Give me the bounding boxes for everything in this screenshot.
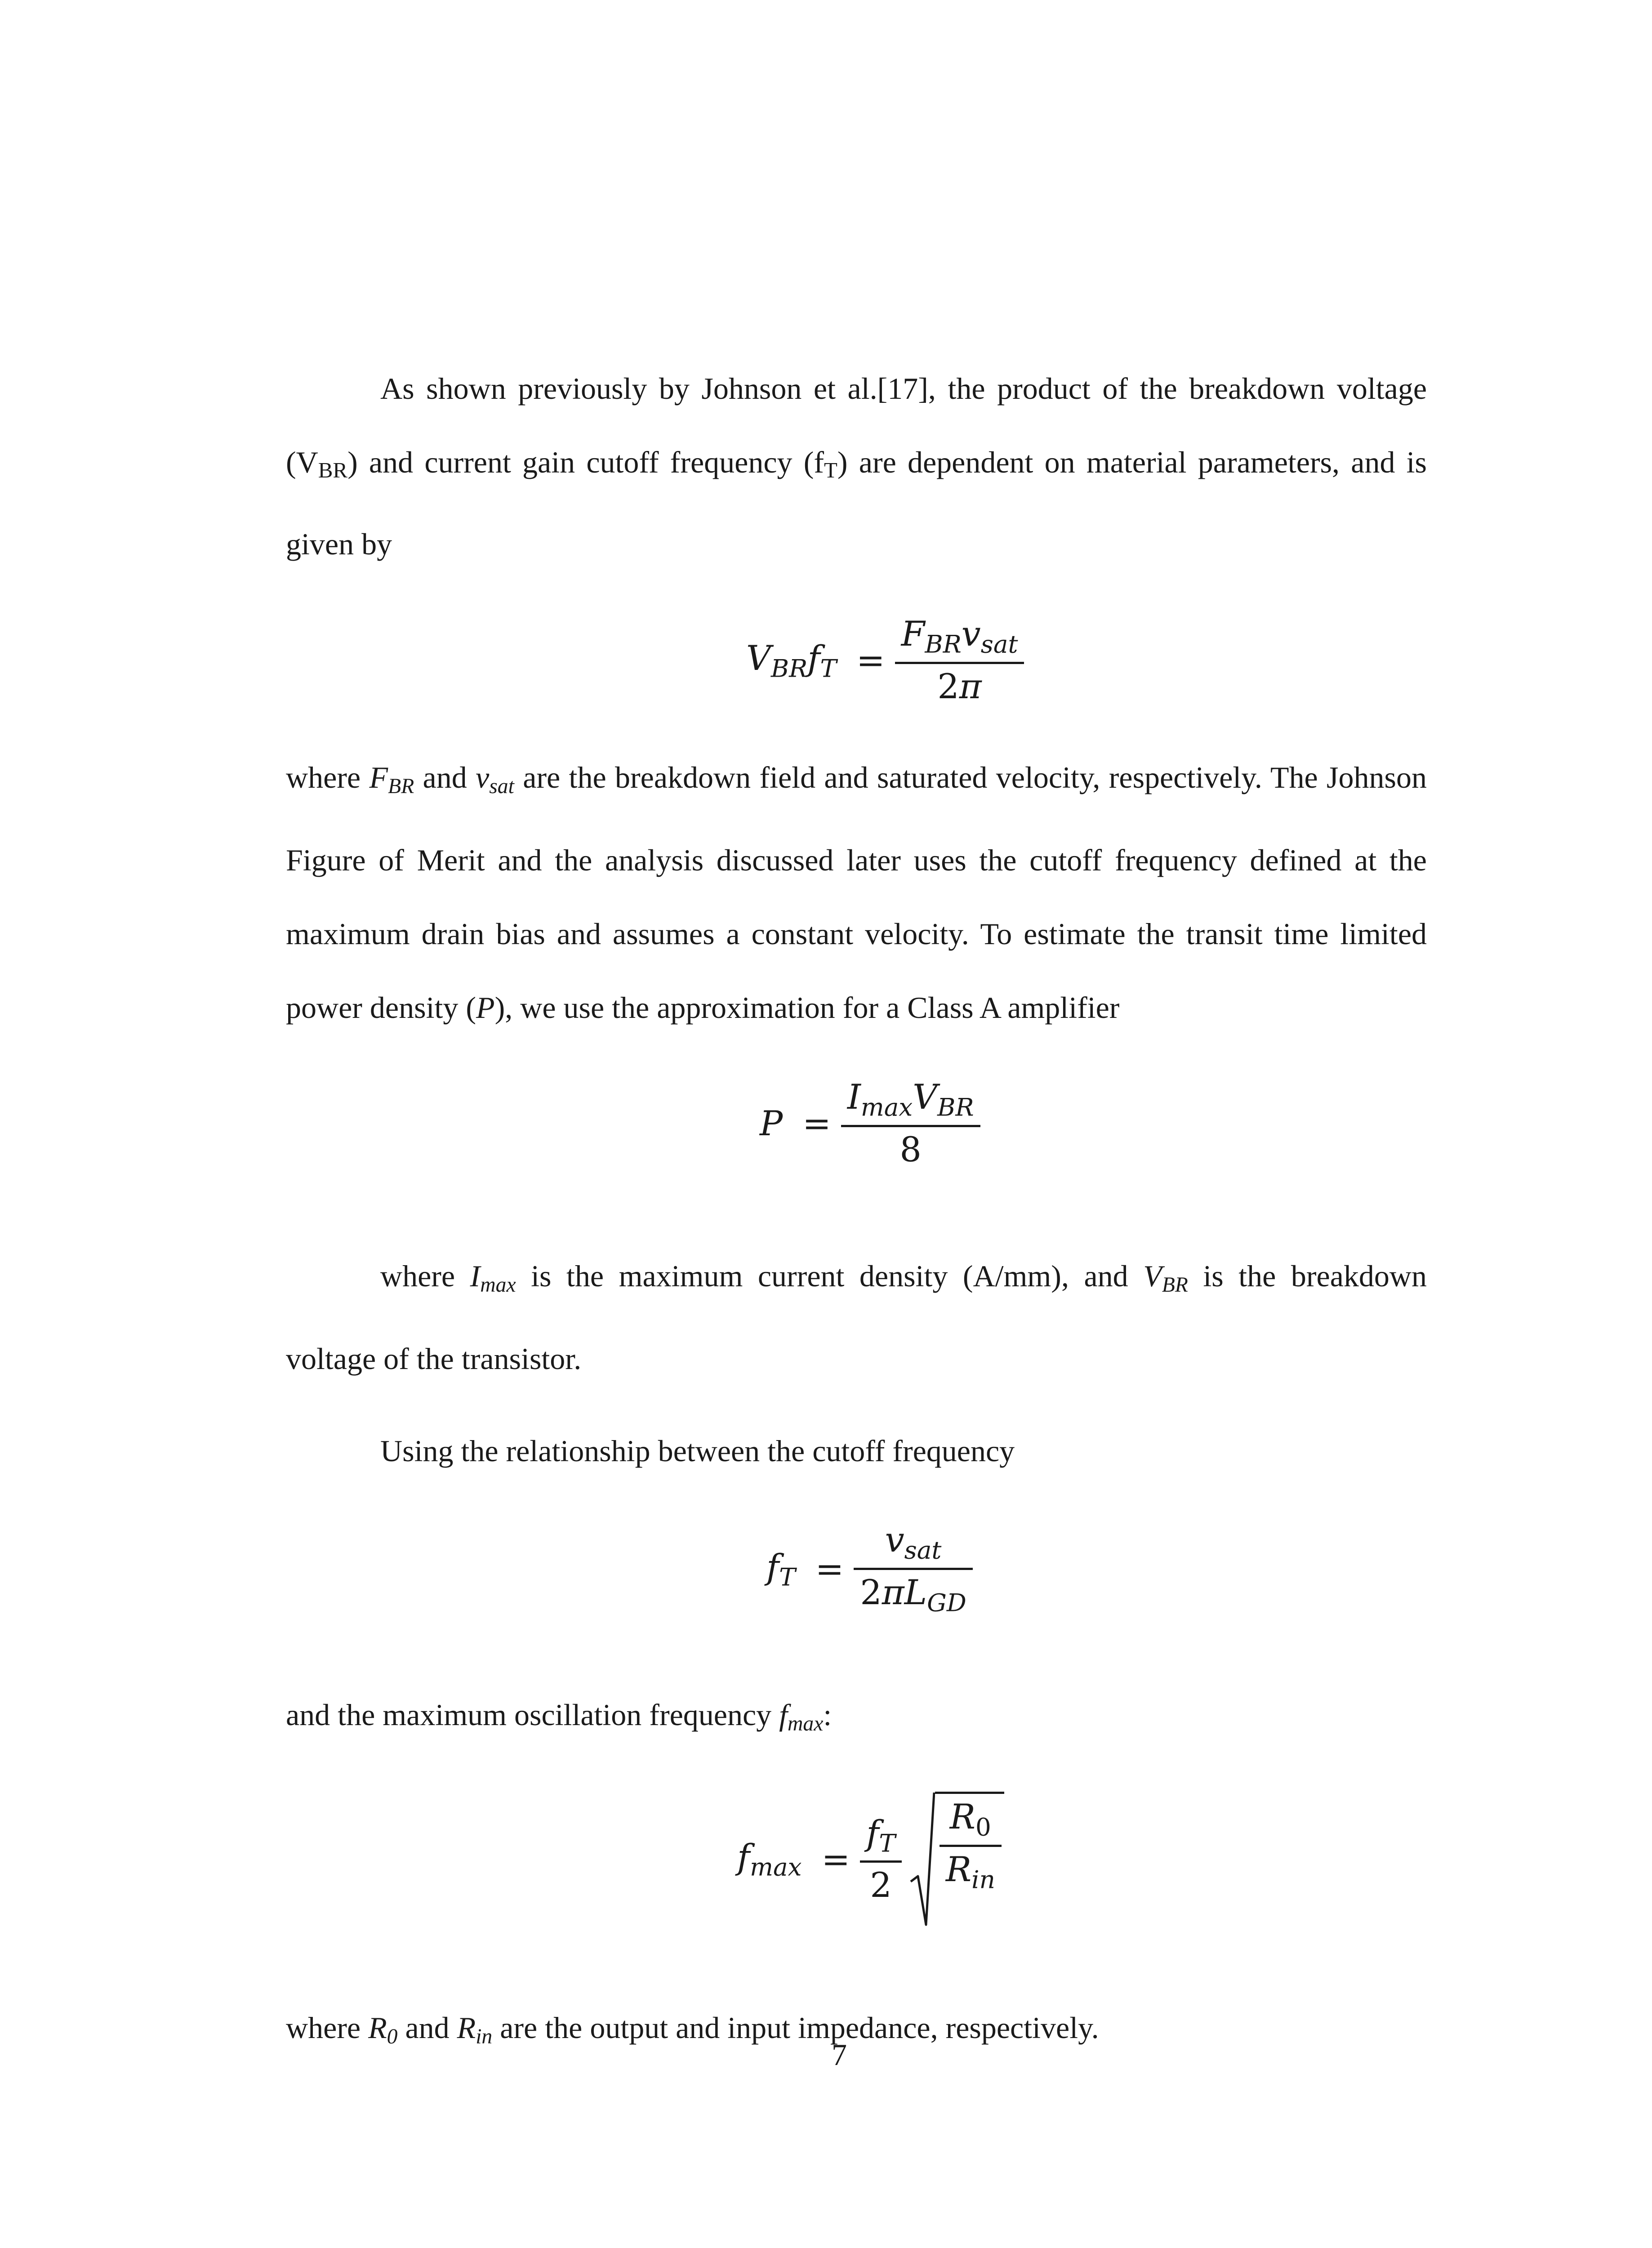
text-run: are the breakdown field and saturated velocity, respectively. The Johnson Figure of Merit and the analysis discussed later uses the cutoff frequency defined at the maximum drain bias and assumes a constant velocity. To estimate the transit time limited power density ( — [286, 760, 1427, 1025]
paragraph-johnson-merit — [286, 740, 1427, 1044]
subscript: BR — [318, 457, 348, 482]
paragraph-cutoff-relationship — [286, 1414, 1427, 1488]
numerator: $I_{max}V_{BR}$ — [847, 1077, 974, 1122]
denominator: 2π — [937, 666, 982, 706]
paragraph-fmax-intro — [286, 1678, 1427, 1761]
denominator: 2 — [870, 1865, 892, 1905]
equation-power-density — [760, 1079, 980, 1168]
equation-lhs: $V_{BR}f_T$ — [746, 638, 837, 682]
denominator: 8 — [899, 1129, 922, 1169]
equation-lhs: P — [760, 1103, 783, 1143]
text-run: and — [414, 760, 476, 794]
symbol: f — [779, 1698, 788, 1732]
subscript: in — [476, 2025, 493, 2048]
symbol: v — [476, 760, 490, 794]
equation-ft — [766, 1522, 973, 1616]
numerator: $R_0$ — [949, 1797, 991, 1842]
numerator: $f_T$ — [866, 1812, 895, 1858]
symbol: P — [476, 990, 495, 1025]
fraction — [841, 1079, 980, 1168]
equals-sign: = — [802, 1103, 831, 1143]
page-number: 7 — [832, 2038, 847, 2072]
equals-sign: = — [821, 1839, 850, 1879]
numerator: $v_{sat}$ — [885, 1520, 942, 1565]
square-root — [910, 1792, 1004, 1927]
numerator: $F_{BR}v_{sat}$ — [901, 614, 1018, 659]
text-run: and — [397, 2011, 457, 2045]
equation-lhs: $f_T$ — [766, 1546, 796, 1591]
subscript: max — [480, 1273, 516, 1297]
subscript: BR — [388, 774, 414, 798]
text-run: where — [286, 2011, 369, 2045]
equation-lhs: $f_{max}$ — [737, 1837, 802, 1882]
subscript: T — [824, 457, 837, 482]
paragraph-imax — [286, 1239, 1427, 1396]
text-run: are the output and input impedance, respectively. — [492, 2011, 1099, 2045]
radicand — [935, 1792, 1004, 1927]
text-run: is the breakdown voltage of the transistor. — [286, 1259, 1427, 1376]
radical-sign — [910, 1792, 935, 1927]
text-run: : — [823, 1698, 832, 1732]
text-run: As shown previously by Johnson et al.[17], the product of the breakdown voltage (V — [286, 371, 1427, 479]
text-run: is the maximum current density (A/mm), and — [516, 1259, 1144, 1293]
symbol: V — [1143, 1259, 1162, 1293]
symbol: I — [470, 1259, 481, 1293]
equals-sign: = — [815, 1548, 844, 1589]
text-run: where — [380, 1259, 470, 1293]
text-run: ) and current gain cutoff frequency (f — [347, 445, 824, 479]
text-run: Using the relationship between the cutoff frequency — [380, 1434, 1015, 1468]
text-run: and the maximum oscillation frequency — [286, 1698, 779, 1732]
text-run: where — [286, 760, 370, 794]
denominator: $R_{in}$ — [945, 1849, 995, 1894]
subscript: max — [788, 1712, 824, 1735]
fraction — [940, 1799, 1002, 1893]
subscript: BR — [1162, 1273, 1188, 1297]
fraction — [895, 616, 1024, 705]
text-run: ) are dependent on material parameters, and is given by — [286, 445, 1427, 561]
denominator: $2\pi L_{GD}$ — [860, 1572, 966, 1617]
symbol: R — [368, 2011, 387, 2045]
subscript: 0 — [387, 2025, 398, 2048]
symbol: R — [457, 2011, 476, 2045]
fraction — [860, 1812, 902, 1905]
symbol: F — [369, 760, 388, 794]
equals-sign: = — [856, 640, 885, 680]
text-run: ), we use the approximation for a Class A amplifier — [494, 990, 1120, 1025]
subscript: sat — [489, 774, 514, 798]
paragraph-intro — [286, 352, 1427, 581]
equation-fmax — [737, 1792, 1004, 1927]
paragraph-impedance — [286, 1991, 1427, 2074]
equation-vbr-ft — [746, 616, 1024, 705]
fraction — [854, 1522, 972, 1616]
